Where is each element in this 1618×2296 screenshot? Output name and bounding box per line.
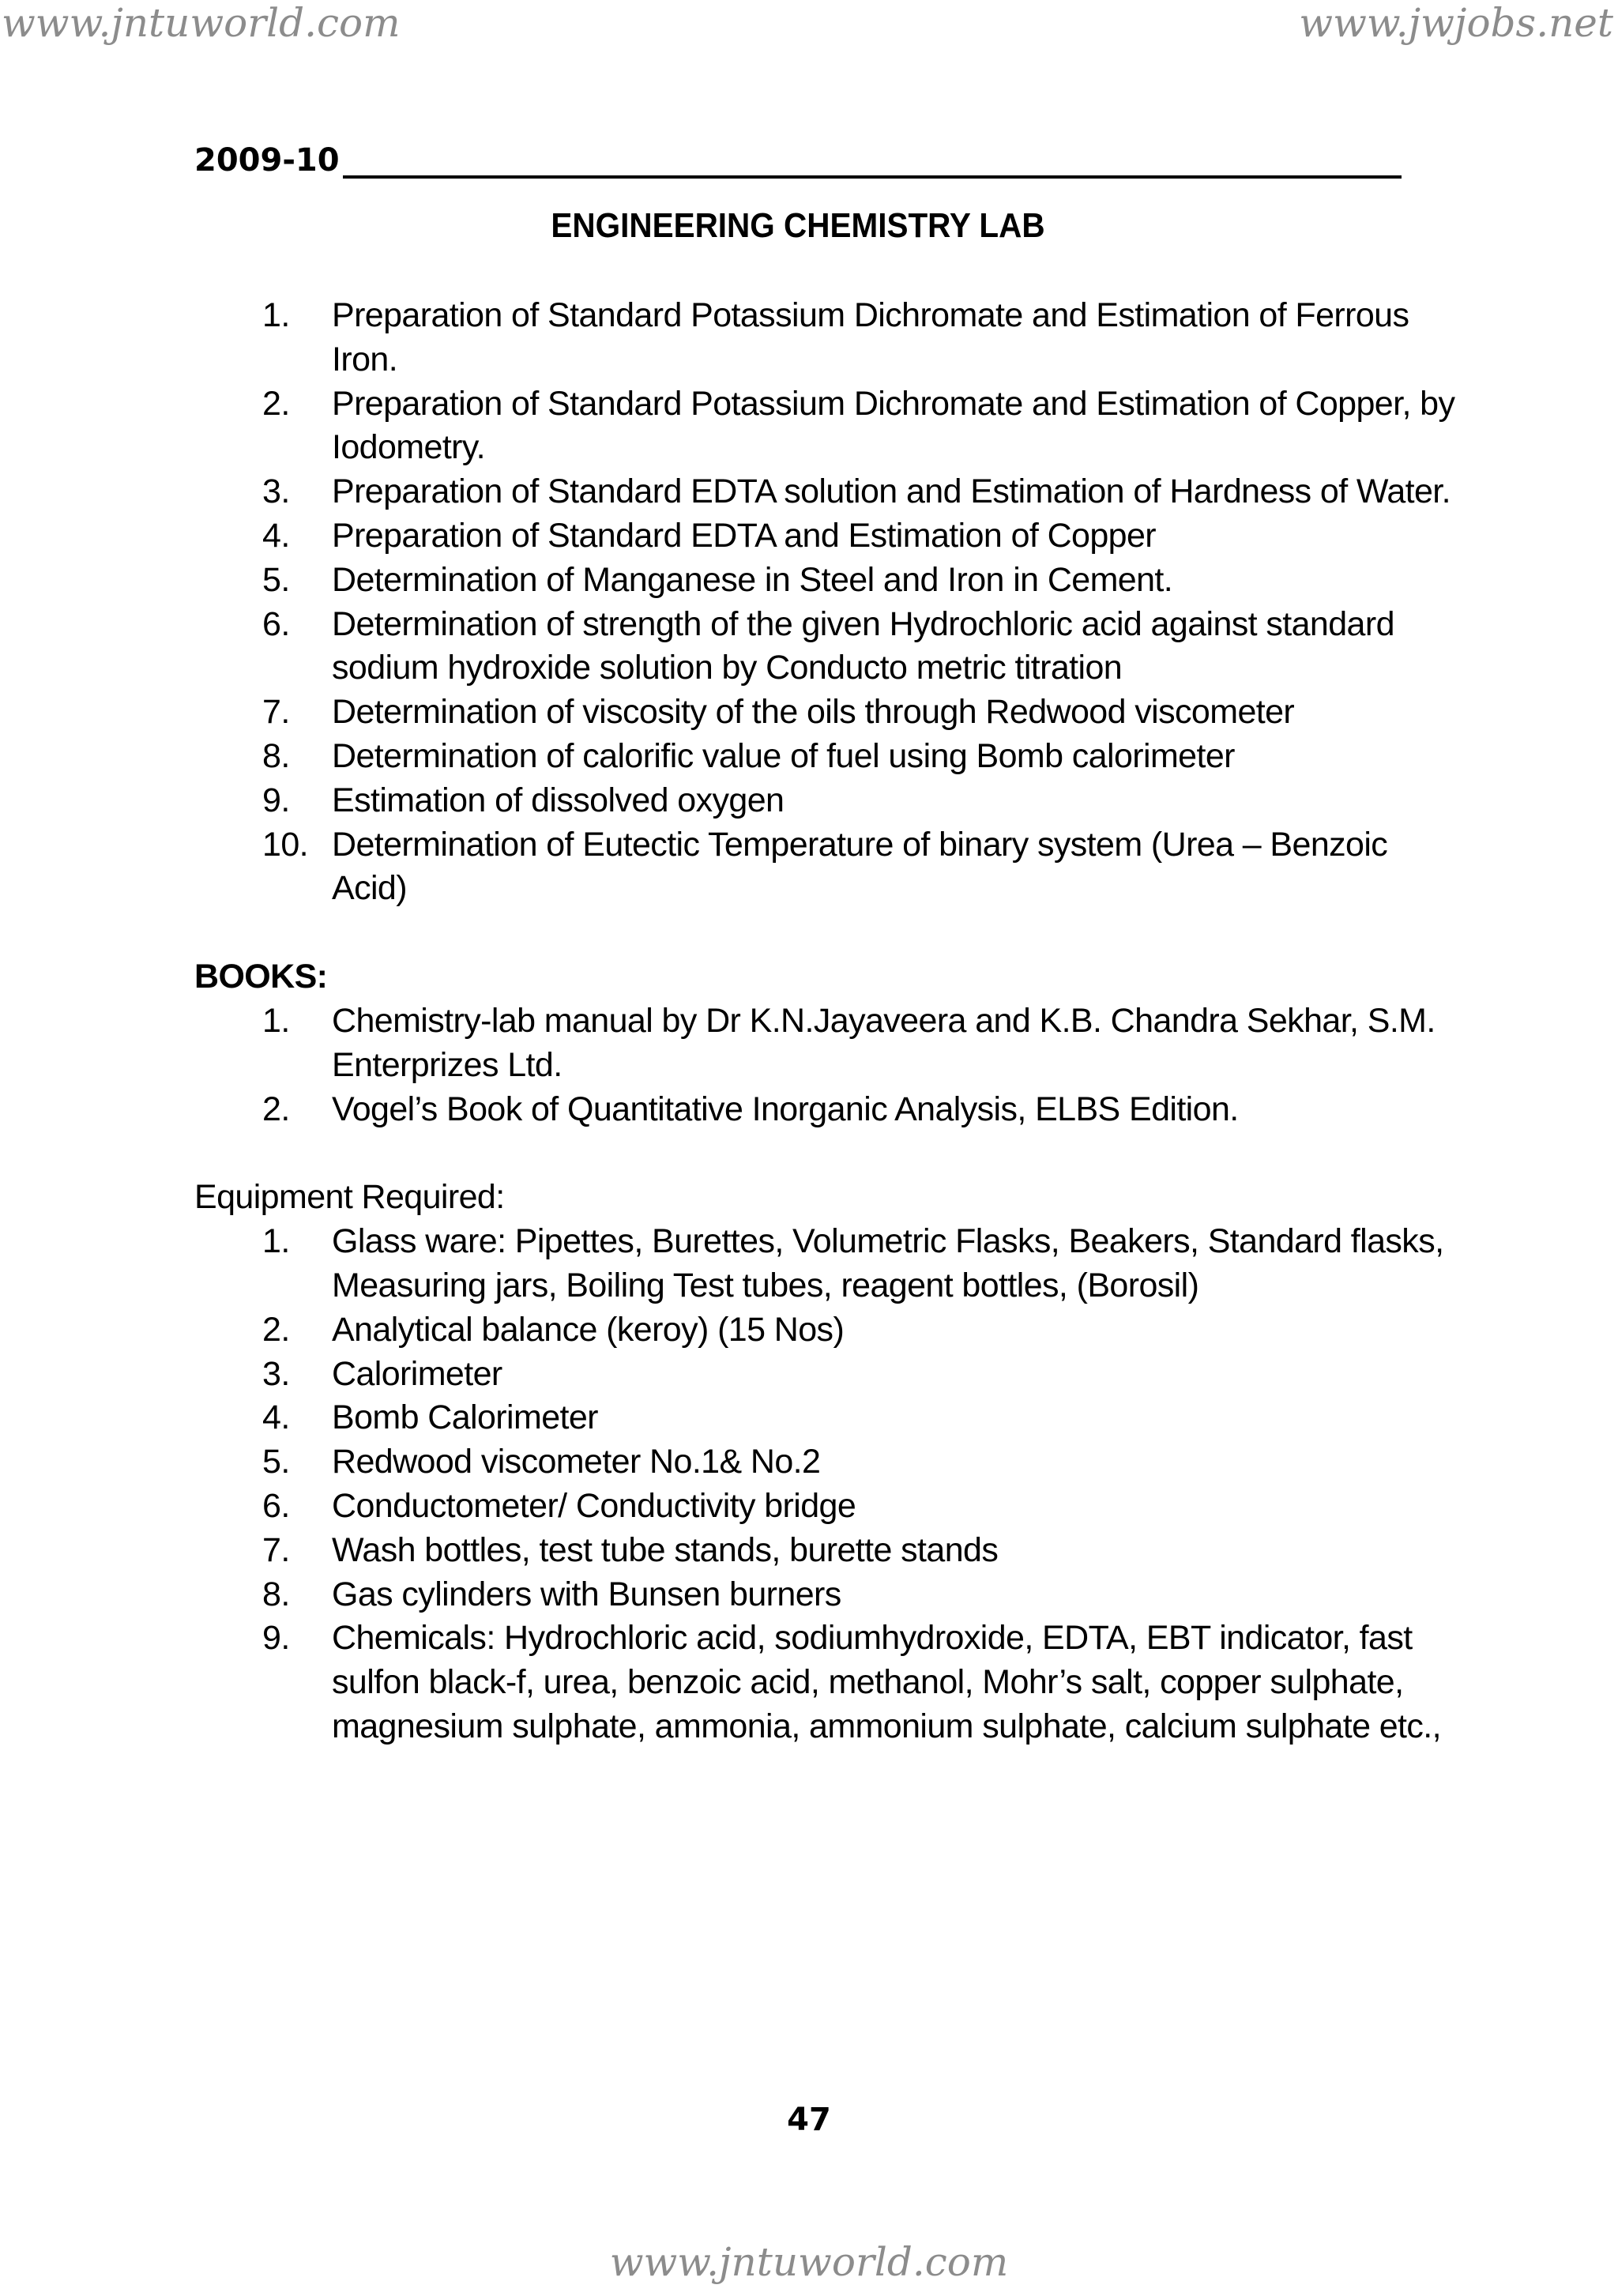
- item-number: 2.: [262, 1090, 290, 1128]
- item-text: Preparation of Standard Potassium Dichromate and Estimation of Ferrous Iron.: [332, 296, 1409, 378]
- item-text: Wash bottles, test tube stands, burette stands: [332, 1530, 999, 1569]
- list-item: [194, 1573, 1458, 1617]
- item-text: Chemicals: Hydrochloric acid, sodiumhydroxide, EDTA, EBT indicator, fast sulfon black-f, urea, benzoic acid, methanol, Mohr’s salt, copper sulphate, magnesium sulphate, ammonia, ammonium sulphate, calcium sulphate etc.,: [332, 1619, 1441, 1745]
- experiment-list: [194, 294, 1458, 911]
- watermark-bottom: www.jntuworld.com: [609, 2239, 1009, 2285]
- item-number: 10.: [262, 825, 308, 864]
- item-text: Determination of strength of the given Hydrochloric acid against standard sodium hydroxide solution by Conducto metric titration: [332, 604, 1394, 687]
- list-item: [194, 514, 1458, 559]
- item-text: Determination of Manganese in Steel and Iron in Cement.: [332, 560, 1173, 599]
- list-item: [194, 999, 1458, 1088]
- item-number: 4.: [262, 516, 290, 555]
- list-item: [194, 559, 1458, 603]
- item-text: Determination of Eutectic Temperature of binary system (Urea – Benzoic Acid): [332, 825, 1388, 908]
- list-item: [194, 1396, 1458, 1440]
- item-number: 1.: [262, 1001, 290, 1040]
- item-text: Bomb Calorimeter: [332, 1398, 598, 1437]
- list-item: [194, 1485, 1458, 1529]
- item-number: 1.: [262, 1222, 290, 1261]
- list-item: [194, 1617, 1458, 1748]
- books-list: [194, 999, 1458, 1131]
- list-item: [194, 779, 1458, 823]
- item-number: 8.: [262, 736, 290, 775]
- watermark-top-right: www.jwjobs.net: [1299, 0, 1613, 46]
- item-text: Glass ware: Pipettes, Burettes, Volumetric Flasks, Beakers, Standard flasks, Measuring jars, Boiling Test tubes, reagent bottles, (Borosil): [332, 1222, 1444, 1304]
- list-item: [194, 1088, 1458, 1132]
- item-number: 7.: [262, 693, 290, 732]
- item-text: Preparation of Standard EDTA and Estimation of Copper: [332, 516, 1157, 555]
- item-number: 2.: [262, 1310, 290, 1349]
- list-item: [194, 1440, 1458, 1485]
- item-number: 3.: [262, 472, 290, 511]
- item-text: Analytical balance (keroy) (15 Nos): [332, 1310, 845, 1349]
- page-number: 47: [787, 2102, 831, 2138]
- header-rule: [343, 175, 1402, 179]
- item-number: 6.: [262, 1486, 290, 1525]
- page-title: ENGINEERING CHEMISTRY LAB: [551, 206, 1045, 245]
- item-number: 9.: [262, 781, 290, 819]
- item-text: Determination of viscosity of the oils through Redwood viscometer: [332, 693, 1295, 732]
- year-header: [194, 141, 1402, 180]
- list-item: [194, 823, 1458, 912]
- document-body: [194, 294, 1458, 1749]
- item-text: Preparation of Standard Potassium Dichromate and Estimation of Copper, by Iodometry.: [332, 384, 1455, 467]
- item-text: Preparation of Standard EDTA solution and Estimation of Hardness of Water.: [332, 472, 1451, 511]
- item-number: 5.: [262, 560, 290, 599]
- list-item: [194, 382, 1458, 471]
- list-item: [194, 1220, 1458, 1308]
- item-number: 1.: [262, 296, 290, 334]
- list-item: [194, 691, 1458, 735]
- year-label: 2009-10: [194, 142, 340, 179]
- list-item: [194, 1353, 1458, 1397]
- item-number: 7.: [262, 1530, 290, 1569]
- list-item: [194, 470, 1458, 514]
- books-heading: BOOKS:: [194, 958, 328, 996]
- item-number: 2.: [262, 384, 290, 423]
- list-item: [194, 603, 1458, 691]
- list-item: [194, 1308, 1458, 1353]
- equipment-heading: Equipment Required:: [194, 1178, 505, 1217]
- item-text: Conductometer/ Conductivity bridge: [332, 1486, 856, 1525]
- item-text: Estimation of dissolved oxygen: [332, 781, 785, 819]
- item-text: Chemistry-lab manual by Dr K.N.Jayaveera and K.B. Chandra Sekhar, S.M. Enterprizes Ltd.: [332, 1001, 1436, 1084]
- item-number: 6.: [262, 604, 290, 643]
- item-number: 9.: [262, 1619, 290, 1658]
- item-number: 4.: [262, 1398, 290, 1437]
- watermark-top-left: www.jntuworld.com: [2, 0, 401, 46]
- list-item: [194, 1529, 1458, 1573]
- list-item: [194, 735, 1458, 779]
- item-text: Gas cylinders with Bunsen burners: [332, 1575, 841, 1613]
- equipment-list: [194, 1220, 1458, 1749]
- item-text: Determination of calorific value of fuel using Bomb calorimeter: [332, 736, 1235, 775]
- item-number: 8.: [262, 1575, 290, 1613]
- list-item: [194, 294, 1458, 382]
- item-number: 5.: [262, 1443, 290, 1481]
- item-number: 3.: [262, 1354, 290, 1393]
- item-text: Redwood viscometer No.1& No.2: [332, 1443, 821, 1481]
- item-text: Vogel’s Book of Quantitative Inorganic Analysis, ELBS Edition.: [332, 1090, 1239, 1128]
- item-text: Calorimeter: [332, 1354, 502, 1393]
